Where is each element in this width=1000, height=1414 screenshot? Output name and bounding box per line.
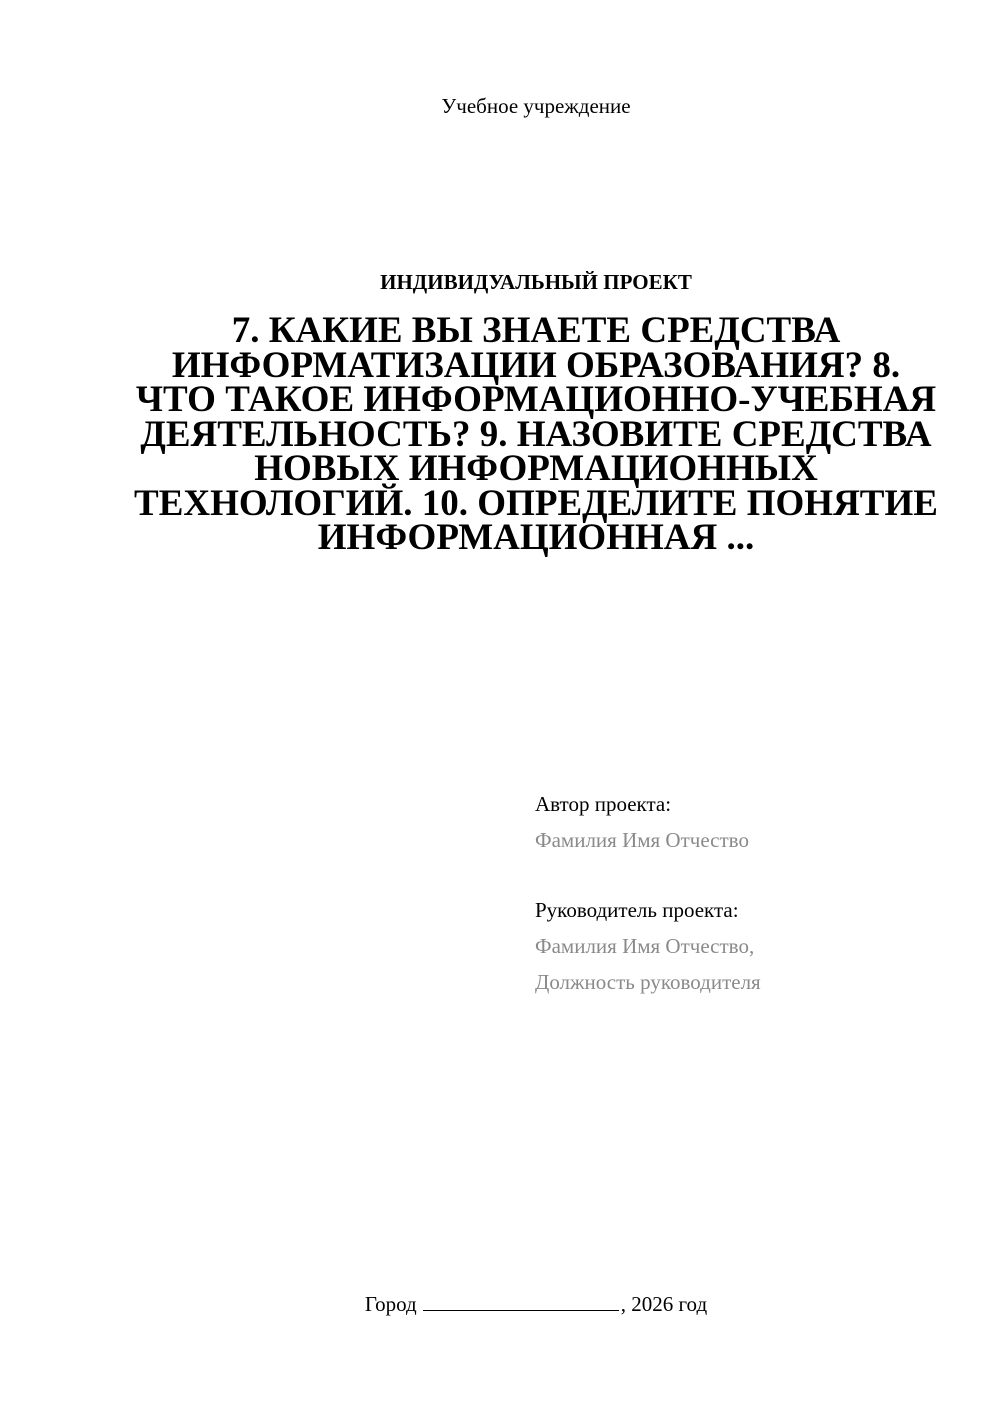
city-blank-line bbox=[423, 1290, 619, 1311]
supervisor-block bbox=[535, 892, 975, 1000]
supervisor-label: Руководитель проекта: bbox=[535, 898, 739, 922]
project-type-heading: ИНДИВИДУАЛЬНЫЙ ПРОЕКТ bbox=[380, 270, 692, 294]
footer-city-year bbox=[0, 1289, 1000, 1319]
project-title: 7. КАКИЕ ВЫ ЗНАЕТЕ СРЕДСТВА ИНФОРМАТИЗАЦИИ ОБРАЗОВАНИЯ? 8. ЧТО ТАКОЕ ИНФОРМАЦИОННО-УЧЕБНАЯ ДЕЯТЕЛЬНОСТЬ? 9. НАЗОВИТЕ СРЕДСТВА НОВЫХ ИНФОРМАЦИОННЫХ ТЕХНОЛОГИЙ. 10. ОПРЕДЕЛИТЕ ПОНЯТИЕ ИНФОРМАЦИОННАЯ ... bbox=[134, 310, 938, 558]
author-name: Фамилия Имя Отчество bbox=[535, 828, 749, 852]
supervisor-position: Должность руководителя bbox=[535, 970, 761, 994]
author-label: Автор проекта: bbox=[535, 792, 672, 816]
supervisor-name: Фамилия Имя Отчество, bbox=[535, 934, 755, 958]
year-text: , 2026 год bbox=[620, 1292, 708, 1316]
institution-name: Учебное учреждение bbox=[441, 94, 631, 118]
city-label: Город bbox=[364, 1292, 417, 1316]
author-block bbox=[535, 786, 975, 858]
